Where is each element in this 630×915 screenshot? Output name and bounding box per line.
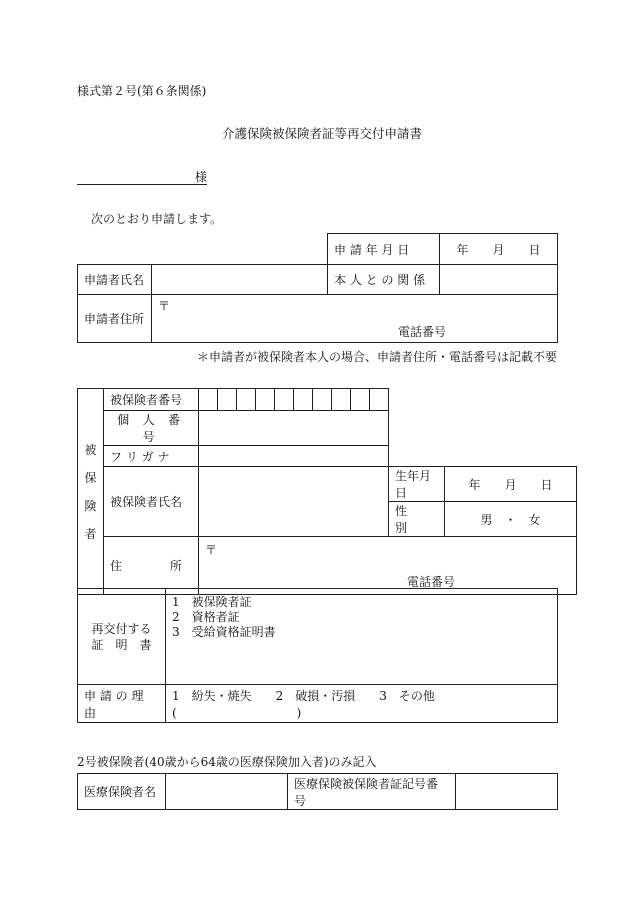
form-title: 介護保険被保険者証等再交付申請書 — [222, 126, 423, 141]
birth-date-field[interactable]: 年 月 日 — [445, 467, 577, 502]
applicant-phone-label: 電話番号 — [398, 325, 447, 339]
postal-mark: 〒 — [158, 299, 171, 313]
personal-number-label: 個 人 番 号 — [104, 411, 199, 446]
relationship-label: 本 人 と の 関 係 — [328, 265, 440, 295]
reissue-label-line: 再交付する — [91, 621, 152, 636]
insured-number-digit[interactable] — [313, 389, 332, 411]
form-number: 様式第２号(第６条関係) — [77, 84, 207, 98]
insured-number-digit[interactable] — [294, 389, 313, 411]
reissue-option[interactable]: 2 資格者証 — [172, 610, 240, 624]
insured-number-label: 被保険者番号 — [104, 389, 199, 411]
insured-phone-label: 電話番号 — [407, 575, 456, 589]
reason-options[interactable]: 1 紛失・焼失 2 破損・汚損 3 その他( ) — [166, 685, 558, 723]
reissue-certificate-label — [78, 589, 166, 685]
sex-field[interactable]: 男 ・ 女 — [445, 502, 577, 537]
reason-label: 申 請 の 理 由 — [78, 685, 166, 723]
insured-number-digit[interactable] — [351, 389, 370, 411]
insured-number-digit[interactable] — [275, 389, 294, 411]
applicant-name-label: 申請者氏名 — [78, 265, 152, 295]
application-date-label: 申 請 年 月 日 — [328, 234, 440, 265]
insurance-symbol-field[interactable] — [456, 774, 558, 810]
insured-side-label — [78, 389, 104, 595]
reissue-label-line: 証 明 書 — [91, 637, 152, 652]
reissue-table — [77, 588, 558, 723]
category2-table — [77, 773, 558, 810]
application-date-field[interactable]: 年 月 日 — [440, 234, 558, 265]
insurer-name-label: 医療保険者名 — [78, 774, 166, 810]
applicant-name-field[interactable] — [152, 265, 328, 295]
addressee-line[interactable] — [77, 168, 207, 185]
insured-number-digit[interactable] — [218, 389, 237, 411]
applicant-address-label: 申請者住所 — [78, 295, 152, 343]
insured-address-field[interactable] — [199, 537, 577, 595]
side-char: 者 — [84, 526, 97, 541]
reissue-option[interactable]: 3 受給資格証明書 — [172, 625, 276, 639]
furigana-field[interactable] — [199, 446, 389, 467]
insured-table — [77, 388, 577, 595]
insured-number-digit[interactable] — [237, 389, 256, 411]
blank-cell — [389, 389, 577, 467]
category2-heading: 2号被保険者(40歳から64歳の医療保険加入者)のみ記入 — [77, 755, 377, 769]
applicant-table — [77, 233, 558, 343]
birth-date-label: 生年月日 — [389, 467, 445, 502]
insured-number-digit[interactable] — [332, 389, 351, 411]
insured-address-label: 住 所 — [104, 537, 199, 595]
intro-text: 次のとおり申請します。 — [91, 212, 223, 226]
side-char: 険 — [84, 498, 97, 513]
reissue-options[interactable] — [166, 589, 558, 685]
applicant-address-field[interactable] — [152, 295, 558, 343]
addressee-suffix: 様 — [194, 170, 207, 184]
relationship-field[interactable] — [440, 265, 558, 295]
side-char: 保 — [84, 470, 97, 485]
insured-name-label: 被保険者氏名 — [104, 467, 199, 537]
sex-label: 性 別 — [389, 502, 445, 537]
reissue-option[interactable]: 1 被保険者証 — [172, 595, 252, 609]
side-char: 被 — [84, 442, 97, 457]
personal-number-field[interactable] — [199, 411, 389, 446]
postal-mark: 〒 — [205, 543, 218, 557]
blank-cell — [78, 234, 328, 265]
applicant-note: ＊申請者が被保険者本人の場合、申請者住所・電話番号は記載不要 — [196, 350, 557, 364]
insured-name-field[interactable] — [199, 467, 389, 537]
insurance-symbol-label: 医療保険被保険者証記号番号 — [288, 774, 456, 810]
furigana-label: フ リ ガ ナ — [104, 446, 199, 467]
insured-number-digit[interactable] — [370, 389, 389, 411]
insurer-name-field[interactable] — [166, 774, 288, 810]
insured-number-digit[interactable] — [256, 389, 275, 411]
insured-number-digit[interactable] — [199, 389, 218, 411]
